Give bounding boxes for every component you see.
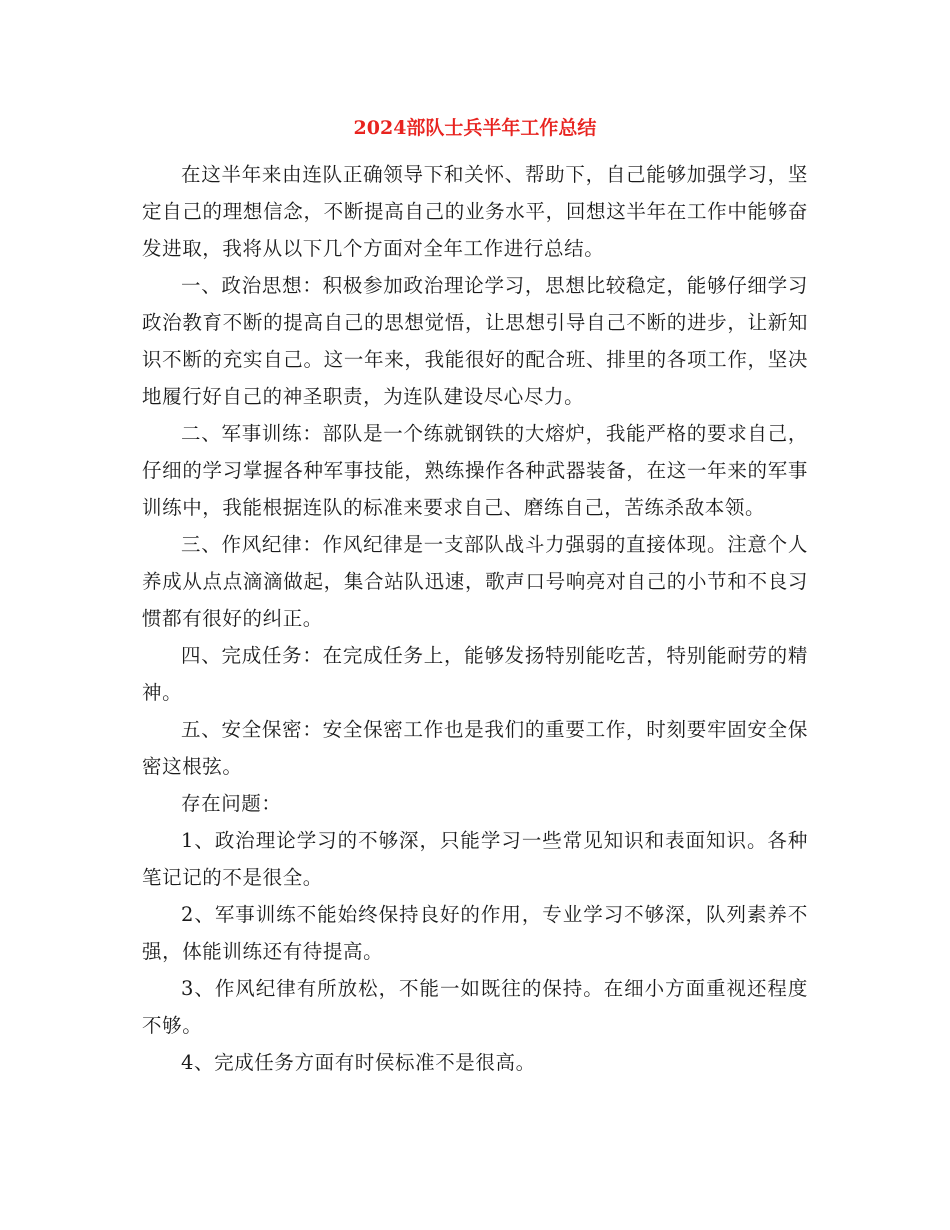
paragraph-problem-2: 2、军事训练不能始终保持良好的作用，专业学习不够深，队列素养不强，体能训练还有待提高。 xyxy=(142,903,808,963)
paragraph-discipline: 三、作风纪律：作风纪律是一支部队战斗力强弱的直接体现。注意个人养成从点点滴滴做起，集合站队迅速，歌声口号响亮对自己的小节和不良习惯都有很好的纠正。 xyxy=(142,533,808,630)
paragraph-problem-4: 4、完成任务方面有时侯标准不是很高。 xyxy=(181,1051,536,1074)
paragraph-tasks: 四、完成任务：在完成任务上，能够发扬特别能吃苦，特别能耐劳的精神。 xyxy=(142,644,808,704)
paragraph-military-training: 二、军事训练：部队是一个练就钢铁的大熔炉，我能严格的要求自己，仔细的学习掌握各种军事技能，熟练操作各种武器装备，在这一年来的军事训练中，我能根据连队的标准来要求自己、磨练自己，苦练杀敌本领。 xyxy=(142,422,808,519)
paragraph-problem-1: 1、政治理论学习的不够深，只能学习一些常见知识和表面知识。各种笔记记的不是很全。 xyxy=(142,829,808,889)
paragraph-security: 五、安全保密：安全保密工作也是我们的重要工作，时刻要牢固安全保密这根弦。 xyxy=(142,718,808,778)
document-body xyxy=(142,156,808,1081)
page-title: 2024部队士兵半年工作总结 xyxy=(353,117,597,139)
paragraph-political-thought: 一、政治思想：积极参加政治理论学习，思想比较稳定，能够仔细学习政治教育不断的提高自己的思想觉悟，让思想引导自己不断的进步，让新知识不断的充实自己。这一年来，我能很好的配合班、排里的各项工作，坚决地履行好自己的神圣职责，为连队建设尽心尽力。 xyxy=(142,274,808,408)
paragraph-problems-heading: 存在问题： xyxy=(181,792,282,815)
paragraph-problem-3: 3、作风纪律有所放松，不能一如既往的保持。在细小方面重视还程度不够。 xyxy=(142,977,808,1037)
paragraph-intro: 在这半年来由连队正确领导下和关怀、帮助下，自己能够加强学习，坚定自己的理想信念，不断提高自己的业务水平，回想这半年在工作中能够奋发进取，我将从以下几个方面对全年工作进行总结。 xyxy=(142,163,808,260)
